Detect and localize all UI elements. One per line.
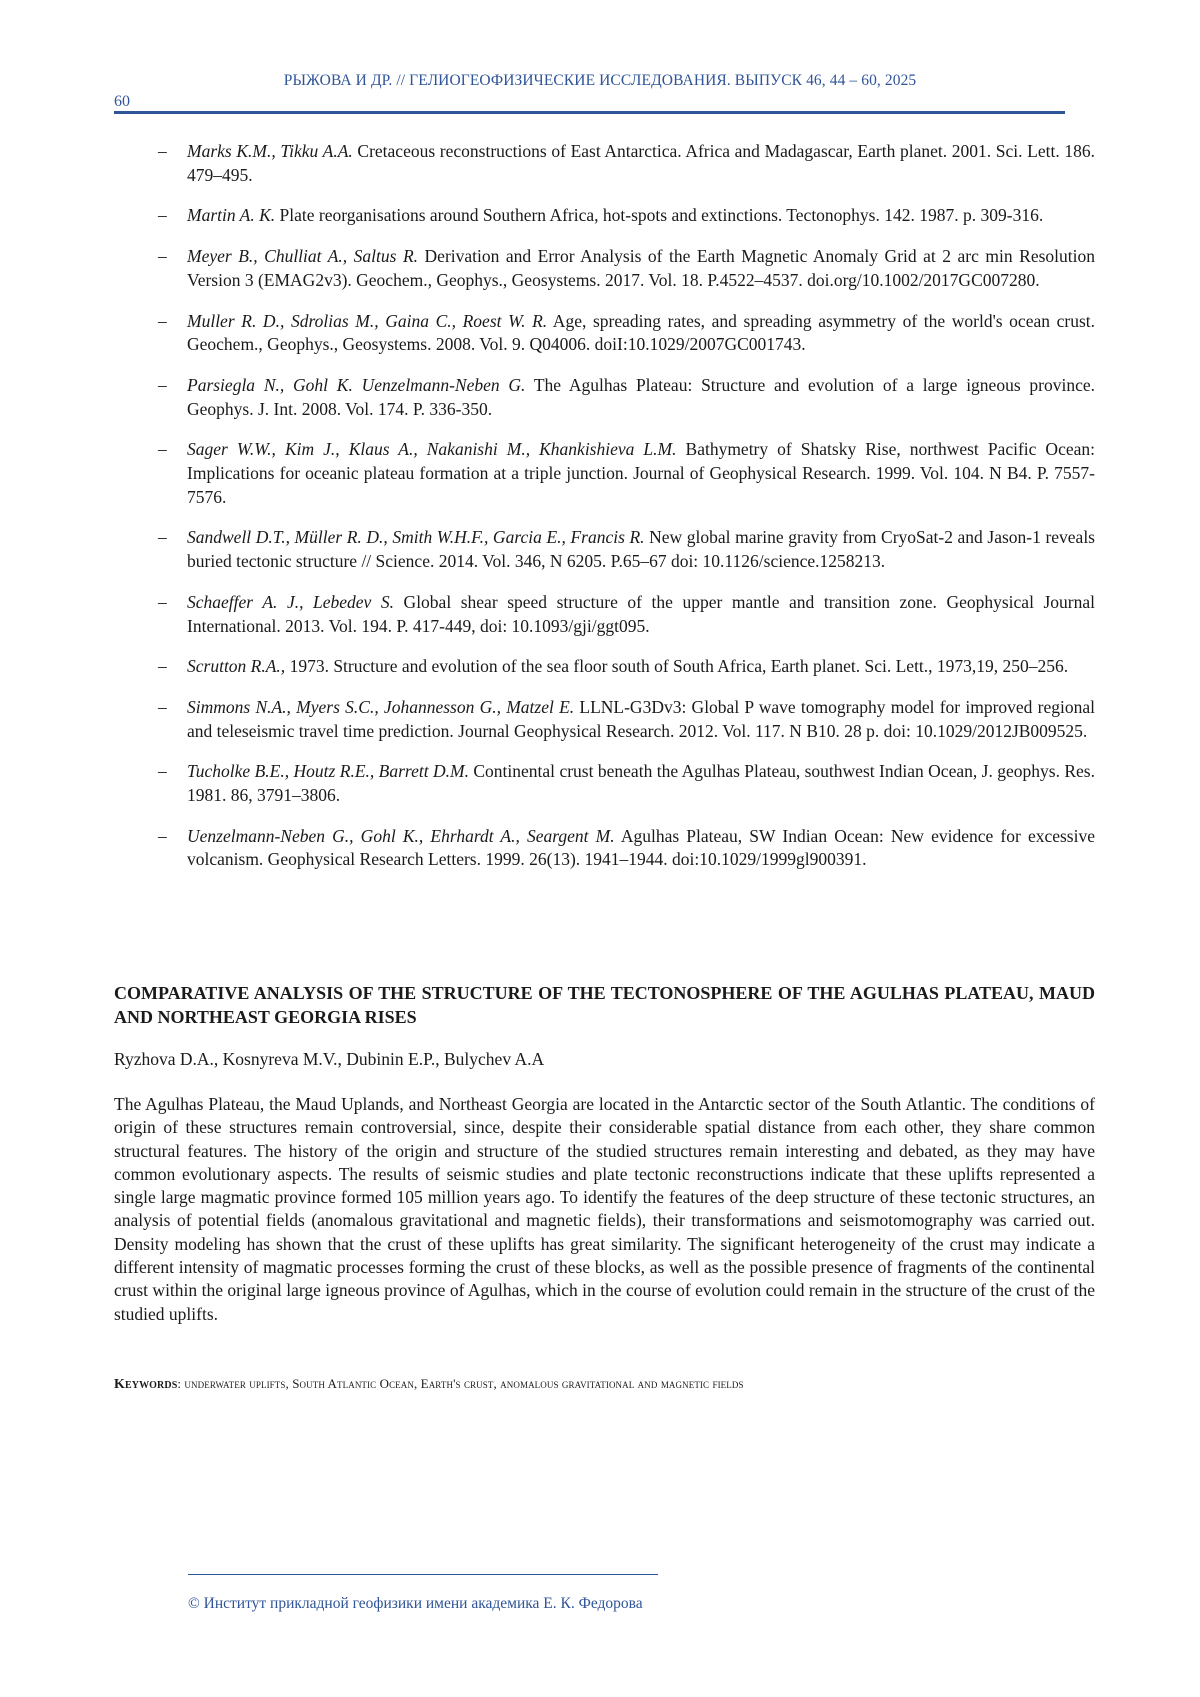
reference-authors: Simmons N.A., Myers S.C., Johannesson G., Matzel E. — [187, 697, 574, 717]
reference-text — [187, 696, 1095, 743]
reference-details: Cretaceous reconstructions of East Antarctica. Africa and Madagascar, Earth planet. 2001. Sci. Lett. 186. 479–495. — [187, 141, 1095, 185]
list-dash: – — [114, 140, 187, 187]
header-rule — [114, 111, 1065, 114]
reference-text — [187, 591, 1095, 638]
reference-details: New global marine gravity from CryoSat-2 and Jason-1 reveals buried tectonic structure // Science. 2014. Vol. 346, N 6205. P.65–67 doi: 10.1126/science.1258213. — [187, 527, 1095, 571]
reference-item — [114, 760, 1095, 807]
footer-copyright: © Институт прикладной геофизики имени академика Е. К. Федорова — [188, 1595, 643, 1613]
list-dash: – — [114, 760, 187, 807]
keywords-list: : underwater uplifts, South Atlantic Ocean, Earth's crust, anomalous gravitational and magnetic fields — [177, 1376, 743, 1391]
reference-authors: Schaeffer A. J., Lebedev S. — [187, 592, 394, 612]
reference-item — [114, 696, 1095, 743]
reference-details: Derivation and Error Analysis of the Earth Magnetic Anomaly Grid at 2 arc min Resolution Version 3 (EMAG2v3). Geochem., Geophys., Geosystems. 2017. Vol. 18. P.4522–4537. doi.org/10.1002/2017GC007280. — [187, 246, 1095, 290]
reference-text — [187, 438, 1095, 509]
reference-item — [114, 374, 1095, 421]
list-dash: – — [114, 245, 187, 292]
abstract-authors: Ryzhova D.A., Kosnyreva M.V., Dubinin E.P., Bulychev A.A — [114, 1049, 544, 1070]
list-dash: – — [114, 374, 187, 421]
reference-authors: Scrutton R.A., — [187, 656, 285, 676]
reference-item — [114, 655, 1095, 679]
reference-item — [114, 438, 1095, 509]
reference-text — [187, 140, 1095, 187]
list-dash: – — [114, 655, 187, 679]
reference-details: Agulhas Plateau, SW Indian Ocean: New evidence for excessive volcanism. Geophysical Research Letters. 1999. 26(13). 1941–1944. doi:10.1029/1999gl900391. — [187, 826, 1095, 870]
abstract-body: The Agulhas Plateau, the Maud Uplands, and Northeast Georgia are located in the Antarctic sector of the South Atlantic. The conditions of origin of these structures remain controversial, since, despite their considerable spatial distance from each other, they share common structural features. The history of the origin and structure of the studied structures remain interesting and debated, as they may have common evolutionary aspects. The results of seismic studies and plate tectonic reconstructions indicate that these uplifts represented a single large magmatic province formed 105 million years ago. To identify the features of the deep structure of these tectonic structures, an analysis of potential fields (anomalous gravitational and magnetic fields), their transformations and seismotomography was carried out. Density modeling has shown that the crust of these uplifts has great similarity. The significant heterogeneity of the crust may indicate a different intensity of magmatic processes forming the crust of these blocks, as well as the possible presence of fragments of the continental crust within the original large igneous province of Agulhas, which in the course of evolution could remain in the structure of the crust of the studied uplifts. — [114, 1093, 1095, 1326]
reference-item — [114, 825, 1095, 872]
reference-authors: Uenzelmann-Neben G., Gohl K., Ehrhardt A., Seargent M. — [187, 826, 615, 846]
list-dash: – — [114, 696, 187, 743]
reference-details: Age, spreading rates, and spreading asymmetry of the world's ocean crust. Geochem., Geophys., Geosystems. 2008. Vol. 9. Q04006. doiI:10.1029/2007GC001743. — [187, 311, 1095, 355]
reference-details: 1973. Structure and evolution of the sea floor south of South Africa, Earth planet. Sci. Lett., 1973,19, 250–256. — [285, 656, 1068, 676]
reference-text — [187, 825, 1095, 872]
reference-authors: Parsiegla N., Gohl K. Uenzelmann-Neben G. — [187, 375, 525, 395]
reference-authors: Muller R. D., Sdrolias M., Gaina C., Roest W. R. — [187, 311, 547, 331]
reference-text — [187, 204, 1095, 228]
reference-details: Continental crust beneath the Agulhas Plateau, southwest Indian Ocean, J. geophys. Res. 1981. 86, 3791–3806. — [187, 761, 1095, 805]
list-dash: – — [114, 825, 187, 872]
reference-item — [114, 204, 1095, 228]
reference-details: Bathymetry of Shatsky Rise, northwest Pacific Ocean: Implications for oceanic plateau formation at a triple junction. Journal of Geophysical Research. 1999. Vol. 104. N B4. P. 7557-7576. — [187, 439, 1095, 506]
reference-text — [187, 760, 1095, 807]
reference-list — [114, 140, 1095, 889]
list-dash: – — [114, 591, 187, 638]
list-dash: – — [114, 204, 187, 228]
reference-details: Plate reorganisations around Southern Africa, hot-spots and extinctions. Tectonophys. 142. 1987. p. 309-316. — [275, 205, 1043, 225]
reference-text — [187, 310, 1095, 357]
reference-text — [187, 374, 1095, 421]
reference-details: Global shear speed structure of the upper mantle and transition zone. Geophysical Journal International. 2013. Vol. 194. P. 417-449, doi: 10.1093/gji/ggt095. — [187, 592, 1095, 636]
keywords-line — [114, 1376, 744, 1393]
list-dash: – — [114, 526, 187, 573]
reference-text — [187, 655, 1095, 679]
reference-item — [114, 140, 1095, 187]
reference-text — [187, 526, 1095, 573]
running-header: РЫЖОВА И ДР. // ГЕЛИОГЕОФИЗИЧЕСКИЕ ИССЛЕДОВАНИЯ. ВЫПУСК 46, 44 – 60, 2025 — [0, 72, 1200, 90]
reference-authors: Tucholke B.E., Houtz R.E., Barrett D.M. — [187, 761, 469, 781]
reference-authors: Meyer B., Chulliat A., Saltus R. — [187, 246, 418, 266]
page-number: 60 — [114, 93, 130, 111]
abstract-title: COMPARATIVE ANALYSIS OF THE STRUCTURE OF THE TECTONOSPHERE OF THE AGULHAS PLATEAU, MAUD AND NORTHEAST GEORGIA RISES — [114, 981, 1095, 1029]
reference-item — [114, 310, 1095, 357]
reference-text — [187, 245, 1095, 292]
list-dash: – — [114, 438, 187, 509]
footnote-rule — [188, 1574, 658, 1575]
reference-details: LLNL-G3Dv3: Global P wave tomography model for improved regional and teleseismic travel time prediction. Journal Geophysical Research. 2012. Vol. 117. N B10. 28 p. doi: 10.1029/2012JB009525. — [187, 697, 1095, 741]
keywords-label: Keywords — [114, 1377, 177, 1392]
reference-authors: Marks K.M., Tikku A.A. — [187, 141, 353, 161]
reference-item — [114, 245, 1095, 292]
reference-authors: Sandwell D.T., Müller R. D., Smith W.H.F., Garcia E., Francis R. — [187, 527, 645, 547]
reference-authors: Martin A. K. — [187, 205, 275, 225]
reference-authors: Sager W.W., Kim J., Klaus A., Nakanishi M., Khankishieva L.M. — [187, 439, 676, 459]
reference-item — [114, 591, 1095, 638]
reference-item — [114, 526, 1095, 573]
list-dash: – — [114, 310, 187, 357]
reference-details: The Agulhas Plateau: Structure and evolution of a large igneous province. Geophys. J. Int. 2008. Vol. 174. P. 336-350. — [187, 375, 1095, 419]
